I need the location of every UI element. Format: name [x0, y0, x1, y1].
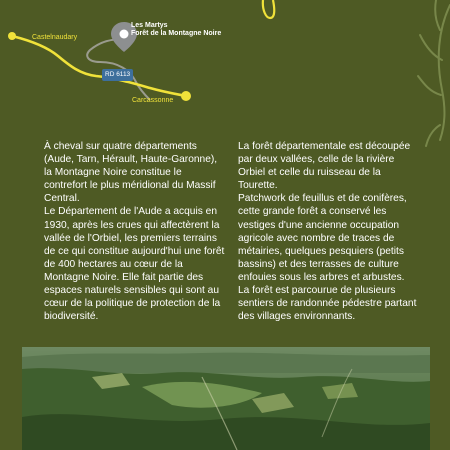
route-loop-top — [263, 0, 274, 18]
text-column-left — [44, 140, 227, 323]
text-column-right — [238, 140, 421, 323]
road-badge-label: RD 6113 — [105, 71, 131, 78]
paragraph-intro: À cheval sur quatre départements (Aude, Tarn, Hérault, Haute-Garonne), la Montagne Noire constitue le contrefort le plus méridional du Massif Central. — [44, 141, 218, 205]
paragraph-trails: La forêt est parcourue de plusieurs sentiers de randonnée pédestre partant des villages environnants. — [238, 285, 417, 323]
paragraph-patchwork: Patchwork de feuillus et de conifères, cette grande forêt a conservé les vestiges d'une ancienne occupation agricole avec nombre de traces de métairies, quelques pesquiers (petits bassins) et des terrasses de culture enfouies sous les arbres et arbustes. — [238, 193, 407, 283]
paragraph-history: Le Département de l'Aude a acquis en 1930, après les crues qui affectèrent la vallée de l'Orbiel, les premiers terrains de ce qui constitue aujourd'hui une forêt de 400 hectares au cœur de la Montagne Noire. Elle fait partie des espaces naturels sensibles qui sont au cœur de la politique de protection de la biodiversité. — [44, 206, 225, 323]
town-label-carcassonne: Carcassonne — [132, 97, 174, 104]
town-label-castelnaudary: Castelnaudary — [32, 34, 78, 41]
leaf-outline-decoration — [418, 0, 450, 146]
aerial-forest-photo — [22, 347, 430, 450]
poi-label — [131, 22, 221, 38]
poi-forest-name: Forêt de la Montagne Noire — [131, 30, 222, 37]
poi-name: Les Martys — [131, 22, 168, 29]
town-dot-castelnaudary — [8, 32, 16, 40]
paragraph-valleys: La forêt départementale est découpée par deux vallées, celle de la rivière Orbiel et celle du ruisseau de la Tourette. — [238, 141, 411, 192]
town-dot-carcassonne — [181, 91, 191, 101]
